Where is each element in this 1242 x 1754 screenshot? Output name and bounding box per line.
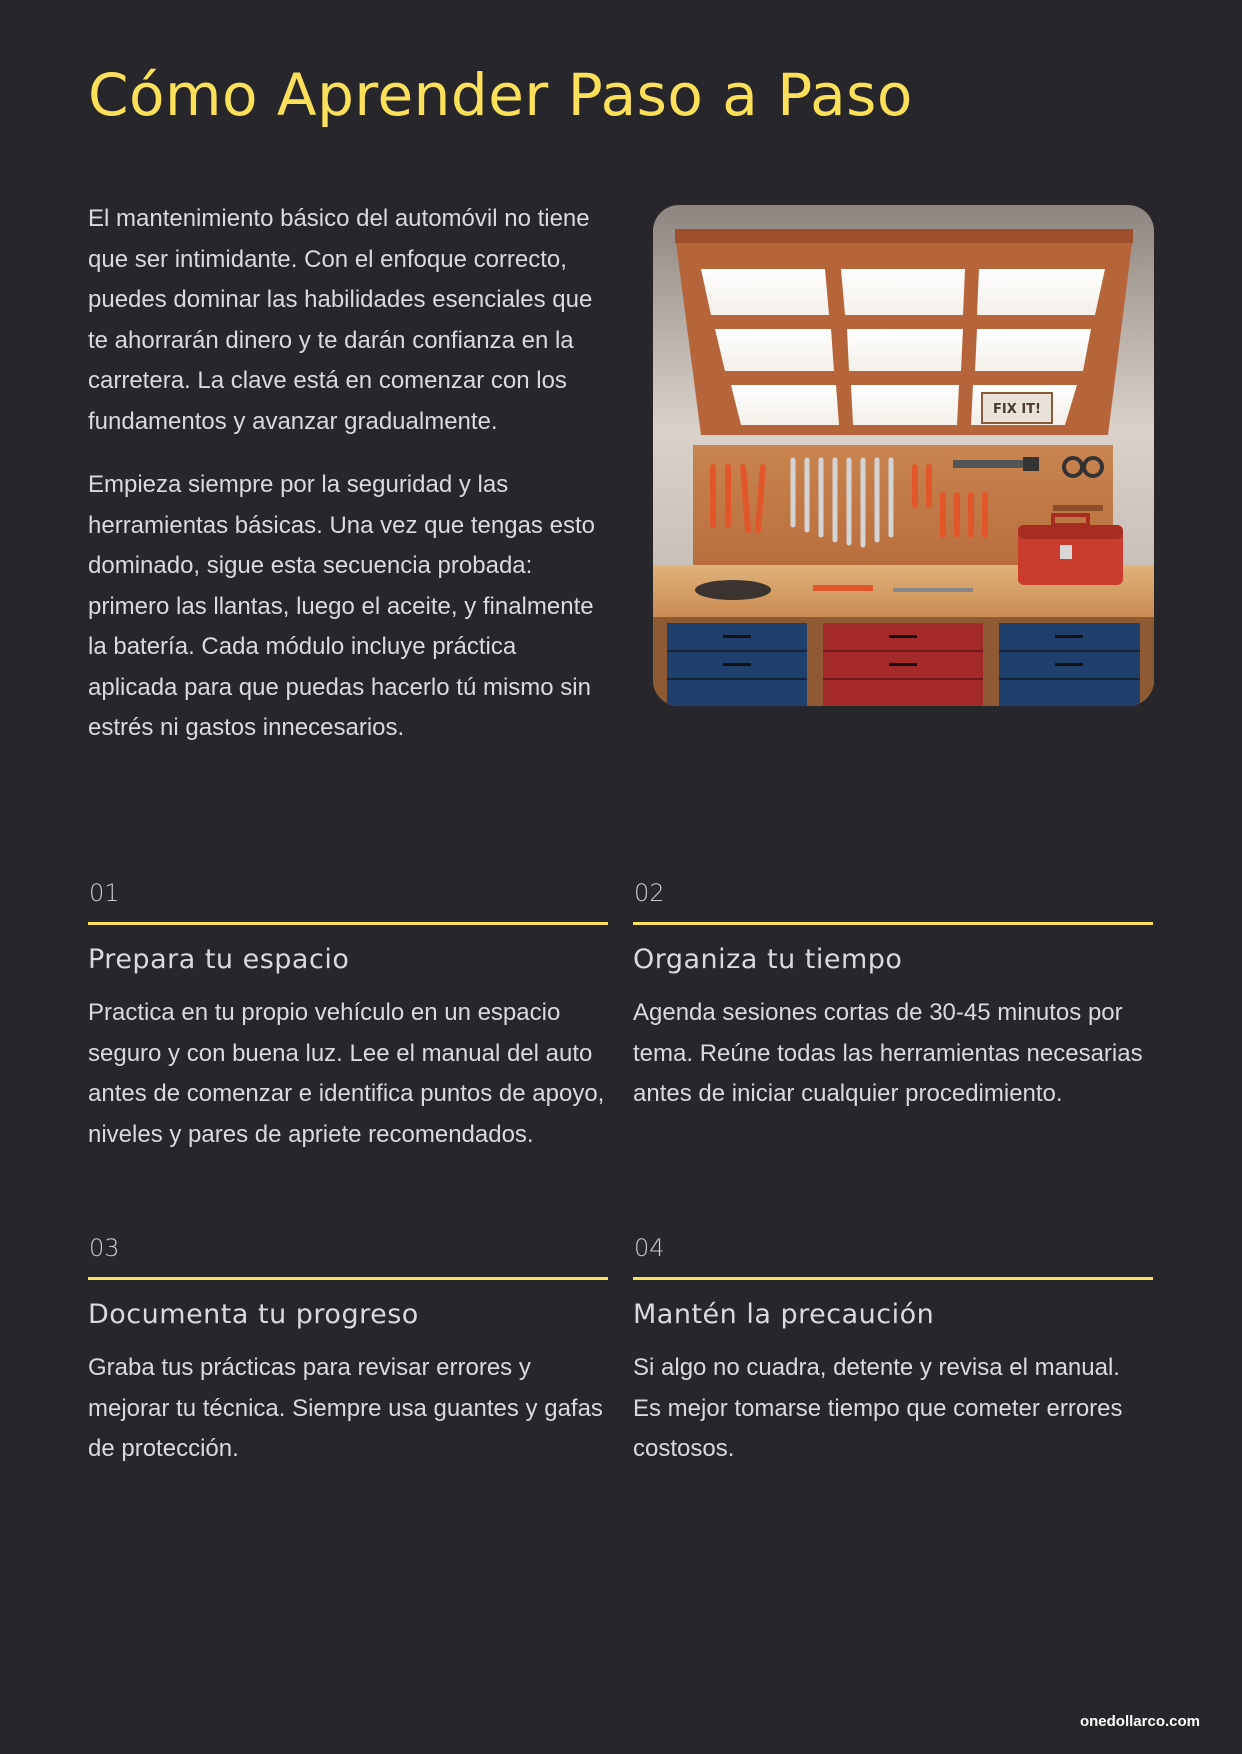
step-title: Mantén la precaución bbox=[633, 1299, 935, 1330]
step-divider bbox=[633, 922, 1153, 925]
step-card bbox=[633, 1233, 1153, 1470]
step-title: Documenta tu progreso bbox=[88, 1299, 419, 1330]
step-divider bbox=[88, 922, 608, 925]
step-card bbox=[633, 878, 1153, 1115]
intro-text bbox=[88, 199, 598, 772]
step-number: 01 bbox=[89, 879, 120, 907]
workshop-illustration bbox=[653, 205, 1154, 706]
step-divider bbox=[88, 1277, 608, 1280]
step-title: Prepara tu espacio bbox=[88, 944, 350, 975]
step-body: Practica en tu propio vehículo en un espacio seguro y con buena luz. Lee el manual del auto antes de comenzar e identifica puntos de apoyo, niveles y pares de apriete recomendados. bbox=[88, 999, 605, 1148]
step-body: Agenda sesiones cortas de 30-45 minutos por tema. Reúne todas las herramientas necesarias antes de iniciar cualquier procedimiento. bbox=[633, 999, 1143, 1107]
step-number: 02 bbox=[634, 879, 665, 907]
footer-brand: onedollarco.com bbox=[1079, 1713, 1200, 1730]
step-title: Organiza tu tiempo bbox=[633, 944, 903, 975]
intro-paragraph: El mantenimiento básico del automóvil no tiene que ser intimidante. Con el enfoque correcto, puedes dominar las habilidades esenciales que te ahorrarán dinero y te darán confianza en la carretera. La clave está en comenzar con los fundamentos y avanzar gradualmente. bbox=[88, 205, 593, 435]
step-number: 03 bbox=[89, 1234, 120, 1262]
step-body: Graba tus prácticas para revisar errores y mejorar tu técnica. Siempre usa guantes y gafas de protección. bbox=[88, 1354, 603, 1462]
sign-text: FIX IT! bbox=[993, 402, 1041, 417]
step-card bbox=[88, 1233, 608, 1470]
page-title: Cómo Aprender Paso a Paso bbox=[88, 61, 913, 129]
intro-paragraph: Empieza siempre por la seguridad y las herramientas básicas. Una vez que tengas esto dominado, sigue esta secuencia probada: primero las llantas, luego el aceite, y finalmente la batería. Cada módulo incluye práctica aplicada para que puedas hacerlo tú mismo sin estrés ni gastos innecesarios. bbox=[88, 471, 595, 741]
step-number: 04 bbox=[634, 1234, 665, 1262]
step-card bbox=[88, 878, 608, 1155]
step-body: Si algo no cuadra, detente y revisa el manual. Es mejor tomarse tiempo que cometer errores costosos. bbox=[633, 1354, 1123, 1462]
step-divider bbox=[633, 1277, 1153, 1280]
